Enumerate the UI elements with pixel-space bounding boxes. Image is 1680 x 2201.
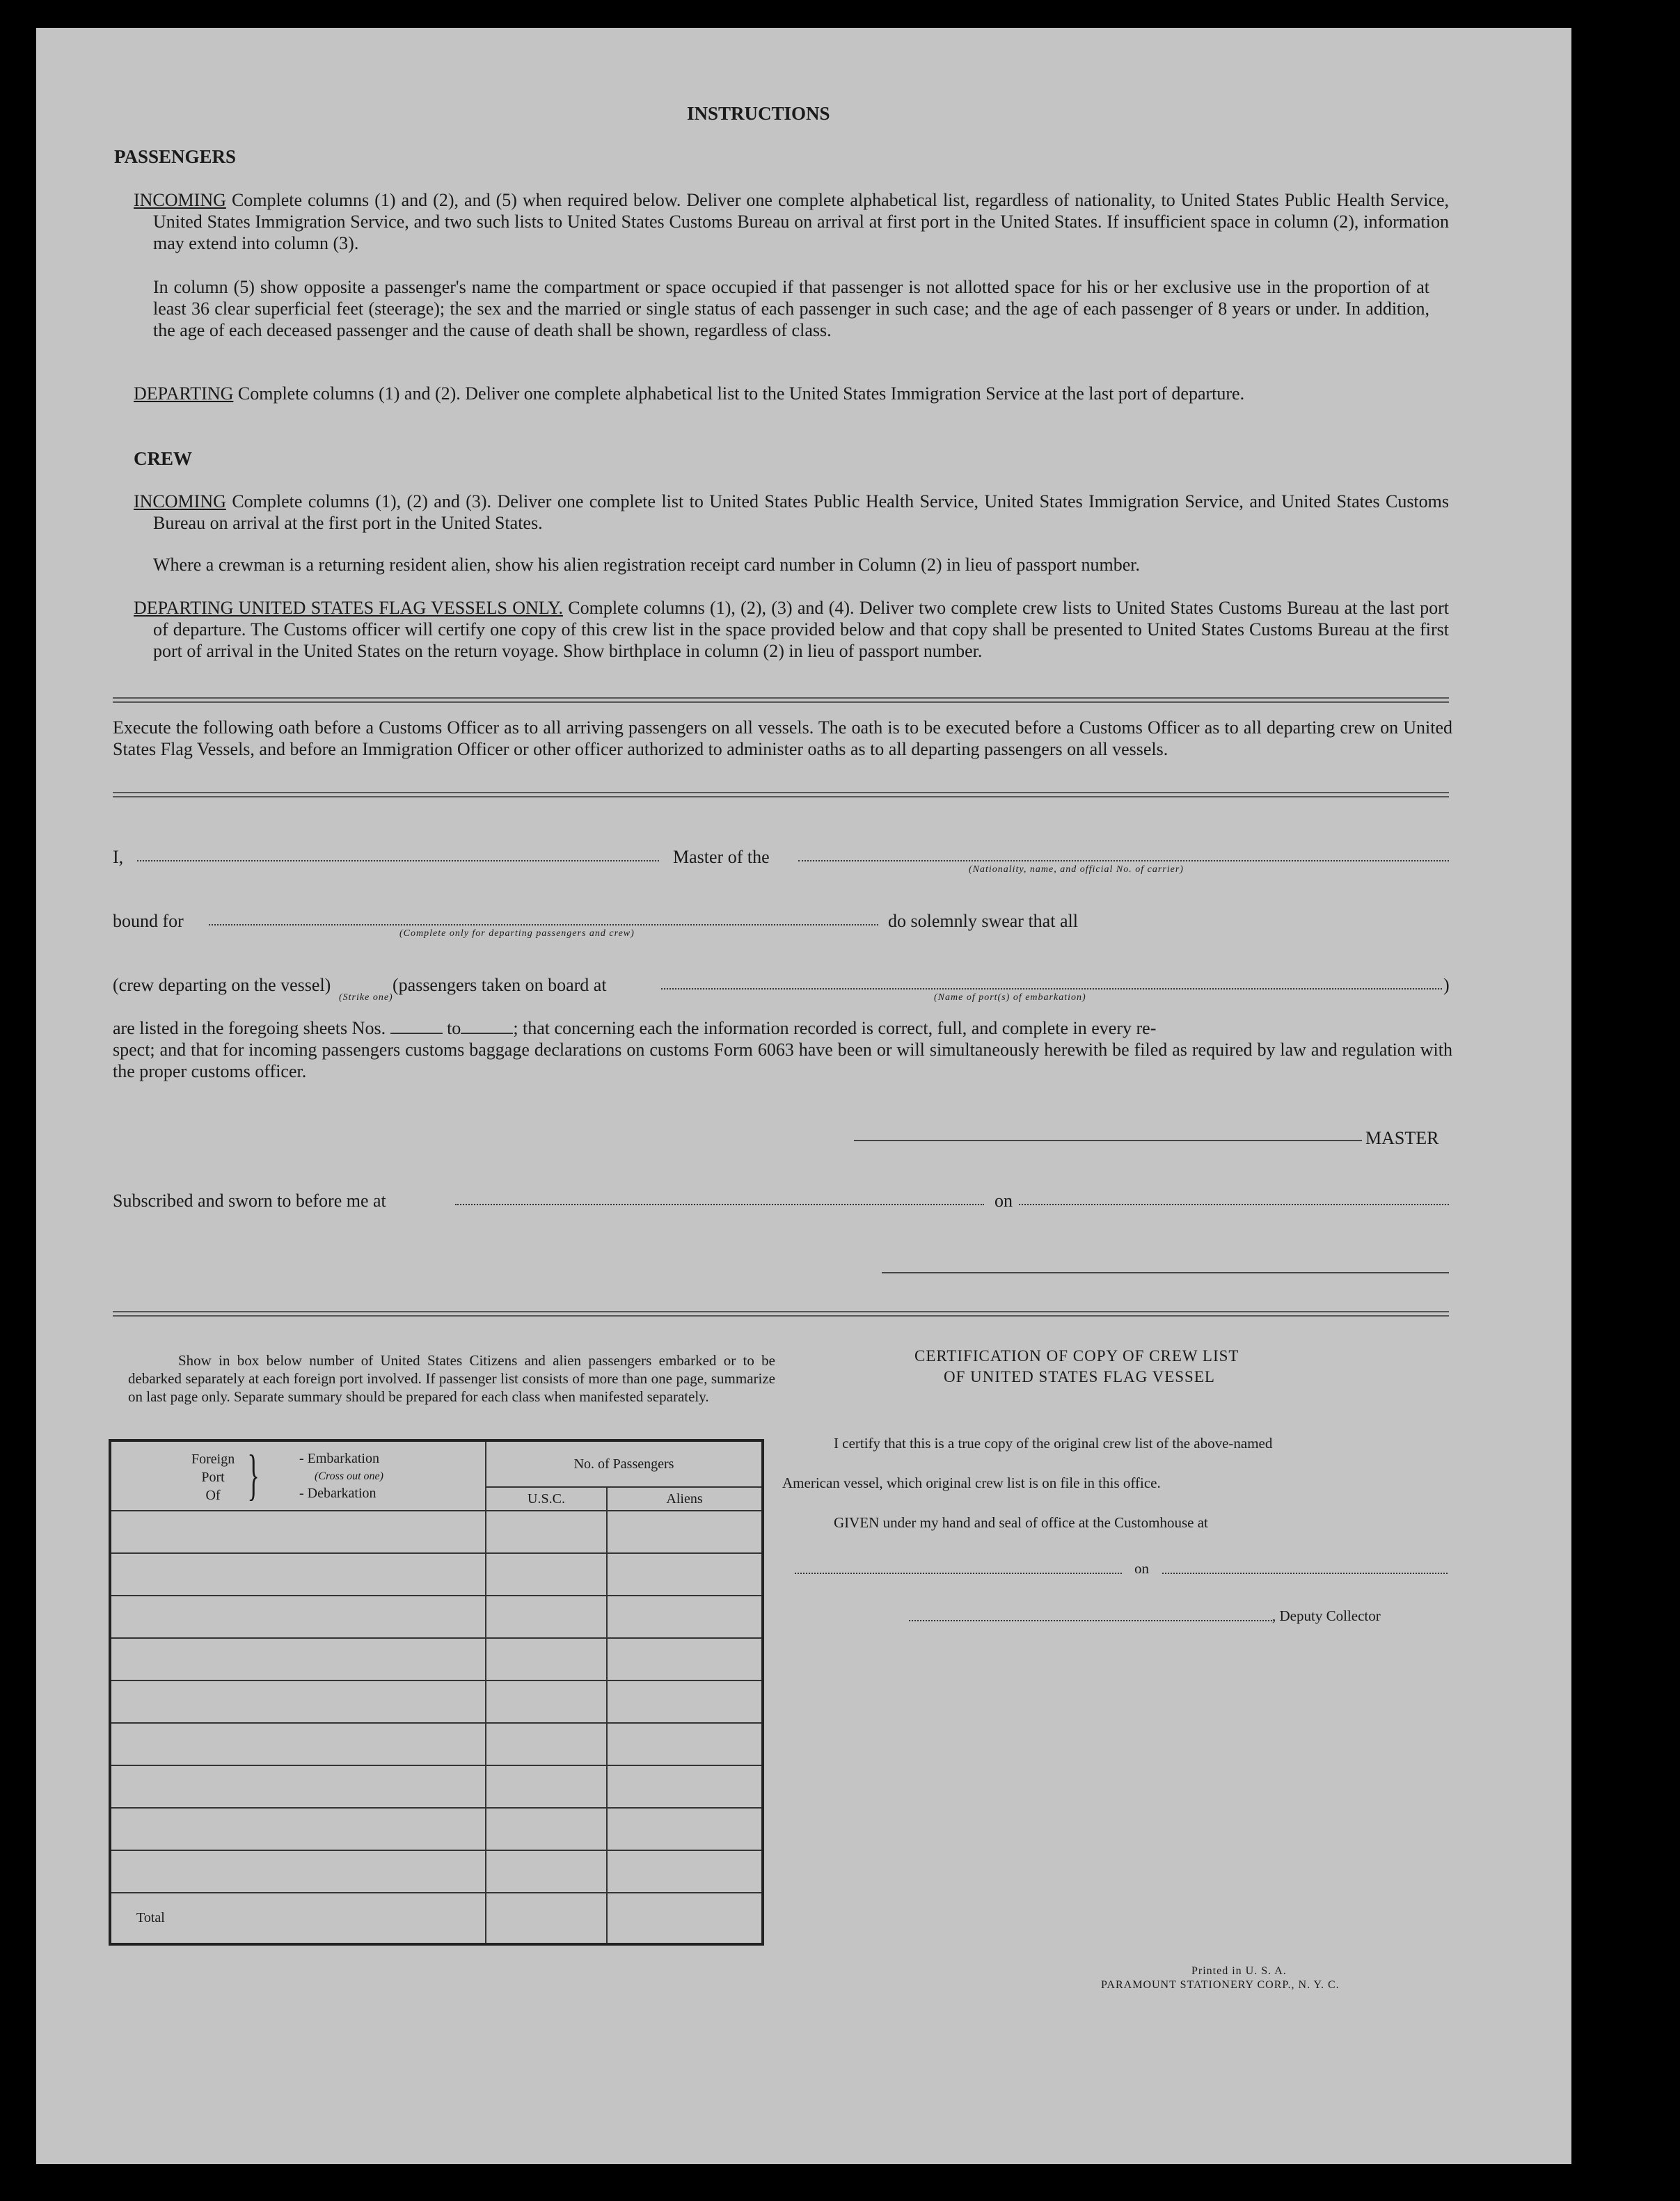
port-header-cell (110, 1440, 486, 1511)
master-signature-line[interactable] (854, 1140, 1362, 1141)
no-passengers-header: No. of Passengers (486, 1440, 763, 1487)
section-divider (113, 697, 1449, 703)
crew-incoming-paragraph (134, 491, 1449, 534)
crew-departing-label: DEPARTING UNITED STATES FLAG VESSELS ONLY. (134, 598, 563, 618)
usc-cell[interactable] (486, 1850, 607, 1893)
master-name-field[interactable] (137, 860, 659, 861)
brace-glyph: } (247, 1445, 260, 1506)
port-cell[interactable] (110, 1808, 486, 1850)
section-divider (113, 1311, 1449, 1317)
usc-cell[interactable] (486, 1511, 607, 1553)
crew-departing-option: (crew departing on the vessel) (113, 975, 331, 995)
crew-departing-paragraph (134, 597, 1449, 662)
table-row (110, 1680, 763, 1723)
listed-to-text: to (447, 1018, 461, 1038)
summary-instructions: Show in box below number of United States Citizens and alien passengers embarked or to be debarked separately at each foreign port involved. If passenger list consists of more than one page, summarize on last page only. Separate summary should be prepared for each class when manifested separately. (128, 1352, 775, 1405)
deputy-collector-label: , Deputy Collector (1272, 1607, 1381, 1624)
total-label: Total (110, 1893, 486, 1944)
usc-cell[interactable] (486, 1723, 607, 1765)
aliens-cell[interactable] (607, 1511, 763, 1553)
subscribed-place-field[interactable] (455, 1204, 984, 1205)
crew-incoming-label: INCOMING (134, 491, 226, 511)
bound-for-label: bound for (113, 911, 184, 931)
table-row (110, 1765, 763, 1808)
printed-in-usa: Printed in U. S. A. (1191, 1965, 1287, 1977)
port-cell[interactable] (110, 1511, 486, 1553)
listed-line (113, 1017, 1156, 1039)
oath-intro-paragraph: Execute the following oath before a Customs Officer as to all arriving passengers on all vessels. The oath is to be executed before a Customs Officer as to all departing crew on United States Flag Vessels, and before an Immigration Officer or other officer authorized to administer oaths as to all departing passengers on all vessels. (113, 717, 1452, 759)
usc-total-cell[interactable] (486, 1893, 607, 1944)
embark-debark (299, 1450, 383, 1502)
aliens-cell[interactable] (607, 1553, 763, 1596)
subscribed-label: Subscribed and sworn to before me at (113, 1191, 386, 1211)
swear-label: do solemnly swear that all (888, 911, 1078, 931)
port-cell[interactable] (110, 1680, 486, 1723)
crew-incoming-text: Complete columns (1), (2) and (3). Deliver one complete list to United States Public Health Service, United States Immigration Service, and United States Customs Bureau on arrival at the first port in the United States. (153, 491, 1450, 533)
carrier-caption: (Nationality, name, and official No. of carrier) (969, 864, 1184, 875)
embarkation-ports-field[interactable] (661, 988, 1442, 990)
aliens-cell[interactable] (607, 1808, 763, 1850)
subscribed-date-field[interactable] (1019, 1204, 1449, 1205)
passengers-incoming-text: Complete columns (1) and (2), and (5) when required below. Deliver one complete alphabetical list, regardless of nationality, to United States Public Health Service, United States Immigration Service, and two such lists to United States Customs Bureau on arrival at first port in the United States. If insufficient space in column (2), information may extend into column (3). (153, 190, 1450, 253)
customhouse-field[interactable] (795, 1573, 1122, 1574)
passengers-departing-label: DEPARTING (134, 383, 234, 404)
table-row (110, 1723, 763, 1765)
oath-i-label: I, (113, 847, 124, 867)
aliens-header: Aliens (607, 1487, 763, 1511)
usc-cell[interactable] (486, 1596, 607, 1638)
port-cell[interactable] (110, 1638, 486, 1680)
port-cell[interactable] (110, 1850, 486, 1893)
total-row (110, 1893, 763, 1944)
section-divider (113, 792, 1449, 797)
usc-header: U.S.C. (486, 1487, 607, 1511)
officer-signature-line[interactable] (882, 1272, 1449, 1273)
certification-date-field[interactable] (1162, 1573, 1448, 1574)
bound-for-field[interactable] (209, 924, 878, 925)
aliens-cell[interactable] (607, 1765, 763, 1808)
certification-line-2: American vessel, which original crew list is on file in this office. (782, 1475, 1161, 1491)
passengers-departing-text: Complete columns (1) and (2). Deliver one complete alphabetical list to the United States Immigration Service at the last port of departure. (237, 383, 1245, 404)
subscribed-on-label: on (994, 1191, 1013, 1211)
usc-cell[interactable] (486, 1680, 607, 1723)
table-row (110, 1638, 763, 1680)
master-of-the-label: Master of the (673, 847, 770, 867)
table-row (110, 1850, 763, 1893)
passenger-summary-table (109, 1439, 764, 1946)
crew-heading: CREW (134, 448, 193, 469)
aliens-cell[interactable] (607, 1638, 763, 1680)
table-row (110, 1553, 763, 1596)
certification-line-3: GIVEN under my hand and seal of office at the Customhouse at (834, 1514, 1208, 1531)
port-cell[interactable] (110, 1765, 486, 1808)
form-page (36, 28, 1571, 2164)
aliens-cell[interactable] (607, 1850, 763, 1893)
crew-resident-paragraph: Where a crewman is a returning resident alien, show his alien registration receipt card number in Column (2) in lieu of passport number. (153, 555, 1141, 575)
passengers-departing-paragraph (134, 383, 1449, 404)
certification-line-1: I certify that this is a true copy of the original crew list of the above-named (834, 1435, 1273, 1452)
usc-cell[interactable] (486, 1638, 607, 1680)
usc-cell[interactable] (486, 1808, 607, 1850)
certification-on-label: on (1134, 1560, 1149, 1577)
passengers-heading: PASSENGERS (114, 146, 237, 167)
crew-departing-text: Complete columns (1), (2), (3) and (4). Deliver two complete crew lists to United States Customs Bureau at the last port of departure. The Customs officer will certify one copy of this crew list in the space provided below and that copy shall be presented to United States Customs Bureau at the first port of arrival in the United States on the return voyage. Show birthplace in column (2) in lieu of passport number. (153, 598, 1449, 661)
close-paren: ) (1443, 975, 1450, 995)
passengers-incoming-label: INCOMING (134, 190, 226, 210)
port-cell[interactable] (110, 1596, 486, 1638)
sheet-to-field[interactable] (461, 1033, 513, 1034)
carrier-field[interactable] (798, 860, 1449, 861)
listed-text-a: are listed in the foregoing sheets Nos. (113, 1018, 386, 1038)
foreign-port-of (191, 1450, 235, 1504)
certification-title-1: CERTIFICATION OF COPY OF CREW LIST (914, 1347, 1239, 1365)
aliens-cell[interactable] (607, 1680, 763, 1723)
aliens-cell[interactable] (607, 1596, 763, 1638)
foreign-label: Foreign (191, 1452, 235, 1467)
passengers-incoming-paragraph (134, 189, 1449, 254)
master-label: MASTER (1365, 1128, 1439, 1148)
page-title: INSTRUCTIONS (687, 103, 830, 124)
listed-text-b: ; that concerning each the information recorded is correct, full, and complete in every re- (513, 1018, 1157, 1038)
strike-one-caption: (Strike one) (339, 992, 393, 1003)
port-label: Port (201, 1470, 225, 1485)
port-cell[interactable] (110, 1723, 486, 1765)
aliens-total-cell[interactable] (607, 1893, 763, 1944)
aliens-cell[interactable] (607, 1723, 763, 1765)
ports-caption: (Name of port(s) of embarkation) (934, 992, 1086, 1003)
usc-cell[interactable] (486, 1765, 607, 1808)
passengers-taken-option: (passengers taken on board at (393, 975, 607, 995)
passengers-column5-paragraph: In column (5) show opposite a passenger's name the compartment or space occupied if that passenger is not allotted space for his or her exclusive use in the proportion of at least 36 clear superficial feet (steerage); the sex and the married or single status of each passenger in such case; and the age of each passenger of 8 years or under. In addition, the age of each deceased passenger and the cause of death shall be shown, regardless of class. (153, 277, 1429, 340)
table-row (110, 1596, 763, 1638)
cross-out-label: (Cross out one) (315, 1470, 383, 1482)
bound-for-caption: (Complete only for departing passengers and crew) (399, 928, 635, 939)
table-row (110, 1808, 763, 1850)
deputy-collector-signature[interactable] (909, 1620, 1272, 1621)
table-row (110, 1511, 763, 1553)
usc-cell[interactable] (486, 1553, 607, 1596)
printer-name: PARAMOUNT STATIONERY CORP., N. Y. C. (1101, 1979, 1340, 1991)
port-cell[interactable] (110, 1553, 486, 1596)
debarkation-label: - Debarkation (299, 1486, 377, 1501)
listed-text-c: spect; and that for incoming passengers customs baggage declarations on customs Form 6063 have been or will simultaneously herewith be filed as required by law and regulation with the proper customs officer. (113, 1040, 1452, 1081)
of-label: Of (205, 1488, 221, 1503)
certification-title-2: OF UNITED STATES FLAG VESSEL (944, 1368, 1215, 1385)
embarkation-label: - Embarkation (299, 1451, 379, 1466)
sheet-from-field[interactable] (390, 1033, 443, 1034)
